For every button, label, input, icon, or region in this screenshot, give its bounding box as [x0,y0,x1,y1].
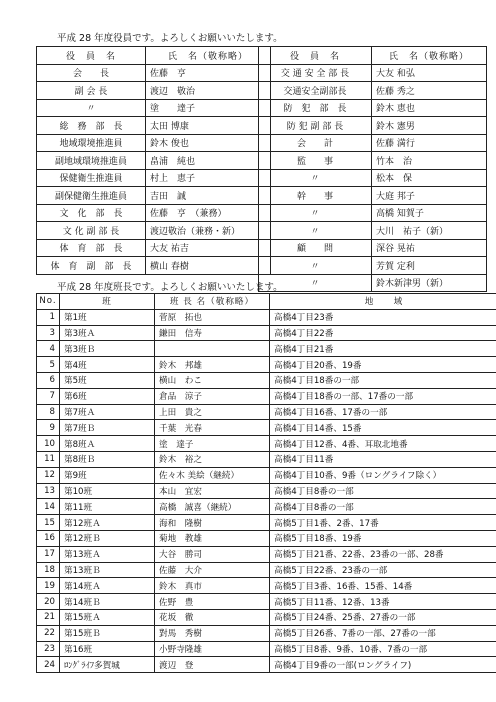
officer-role: 文 化 部 長 [37,204,146,222]
team-name: 第8班Ｂ [60,451,155,467]
officer-name: 深谷 晃祐 [372,239,487,257]
officer-row [259,82,487,100]
area-name: 高橋4丁目18番の一部 [270,372,496,388]
team-name: 第5班 [60,372,155,388]
officer-row [259,187,487,205]
leader-name: 小野寺隆雄 [155,641,270,657]
team-name: 第7班Ｂ [60,420,155,436]
officer-name: 渡辺敬治（兼務・新） [146,222,271,240]
area-name: 高橋4丁目8番の一部 [270,483,496,499]
table-row [37,594,496,610]
row-number: 24 [37,657,60,673]
table-row [37,451,496,467]
table-row [37,483,496,499]
officer-role: 総 務 部 長 [37,117,146,135]
officer-name: 松本 保 [372,169,487,187]
area-name: 高橋5丁目26番、7番の一部、27番の一部 [270,625,496,641]
officer-row [259,222,487,240]
officer-name: 大友 和弘 [372,64,487,82]
row-number: 11 [37,451,60,467]
area-name: 高橋5丁目11番、12番、13番 [270,594,496,610]
row-number: 6 [37,372,60,388]
team-header: 班 [60,294,155,310]
officer-role: 文 化 副 部 長 [37,222,146,240]
officer-row [37,187,271,205]
leader-name: 菊地 教雄 [155,530,270,546]
officer-row [259,134,487,152]
area-name: 高橋4丁目8番の一部 [270,499,496,515]
team-name: 第3班Ａ [60,325,155,341]
leader-name: 鈴木 邦雄 [155,357,270,373]
table-row [37,657,496,673]
officer-name: 塗 達子 [146,99,271,117]
officer-row [259,64,487,82]
area-name: 高橋5丁目21番、22番、23番の一部、28番 [270,546,496,562]
officer-name: 村上 恵子 [146,169,271,187]
team-name: 第13班Ａ [60,546,155,562]
leader-name: 塗 達子 [155,436,270,452]
officer-row [259,239,487,257]
area-name: 高橋5丁目18番、19番 [270,530,496,546]
officer-row [37,152,271,170]
leader-name [155,341,270,357]
officer-role: 監 事 [259,152,372,170]
area-name: 高橋4丁目21番 [270,341,496,357]
table-row [37,515,496,531]
officers-table-left [36,46,271,275]
leader-name: 鎌田 信寿 [155,325,270,341]
row-number: 21 [37,609,60,625]
officer-name: 鈴木 恵也 [372,99,487,117]
leader-name-header: 班 長 名（敬称略） [155,294,270,310]
leader-name: 鈴木 真市 [155,578,270,594]
officer-role: 〃 [37,99,146,117]
officer-role: 交通安全副部長 [259,82,372,100]
officer-name: 鈴木 憲男 [372,117,487,135]
team-name: 第11班 [60,499,155,515]
officer-row [37,204,271,222]
officers-heading: 平成 28 年度役員です。よろしくお願いいたします。 [57,33,283,44]
officer-row [259,169,487,187]
area-name: 高橋5丁目3番、16番、15番、14番 [270,578,496,594]
area-name: 高橋4丁目12番、4番、耳取北地番 [270,436,496,452]
row-number: 15 [37,515,60,531]
officers-table-right [258,46,487,292]
area-header: 地 域 [270,294,496,310]
table-row [37,578,496,594]
table-row [37,530,496,546]
area-name: 高橋4丁目18番の一部、17番の一部 [270,388,496,404]
row-number: 12 [37,467,60,483]
row-number: 8 [37,404,60,420]
area-name: 高橋4丁目14番、15番 [270,420,496,436]
leaders-heading: 平成 28 年度班長です。よろしくお願いいたします。 [57,282,283,293]
officer-row [37,82,271,100]
officer-name: 佐藤 秀之 [372,82,487,100]
leader-name: 對馬 秀樹 [155,625,270,641]
leader-name: 菅原 拓也 [155,309,270,325]
officer-row [37,239,271,257]
officer-row [37,99,271,117]
officer-name: 吉田 誠 [146,187,271,205]
team-name: 第7班Ａ [60,404,155,420]
leader-name: 花坂 徹 [155,609,270,625]
table-row [37,609,496,625]
name-header: 氏 名（敬称略） [372,47,487,65]
officer-row [37,222,271,240]
team-name: 第8班Ａ [60,436,155,452]
area-name: 高橋5丁目8番、9番、10番、7番の一部 [270,641,496,657]
row-number: 20 [37,594,60,610]
officer-name: 芳賀 定利 [372,257,487,275]
officer-name: 太田 博康 [146,117,271,135]
officer-row [259,99,487,117]
officer-role: 副保健衛生推進員 [37,187,146,205]
officer-name: 畠浦 純也 [146,152,271,170]
leader-name: 海和 隆樹 [155,515,270,531]
no-header: No. [37,294,60,310]
team-name: 第6班 [60,388,155,404]
officer-row [37,134,271,152]
officer-role: 防 犯 部 長 [259,99,372,117]
area-name: 高橋4丁目9番の一部(ロングライフ) [270,657,496,673]
row-number: 1 [37,309,60,325]
area-name: 高橋4丁目22番 [270,325,496,341]
officer-role: 〃 [259,169,372,187]
leader-name: 大谷 勝司 [155,546,270,562]
officer-row [259,117,487,135]
officer-name: 鈴木新津男（新） [372,274,487,292]
officer-name: 佐藤 満行 [372,134,487,152]
table-row [37,467,496,483]
row-number: 4 [37,341,60,357]
leader-name: 倉品 涼子 [155,388,270,404]
officer-name: 大友 祐吉 [146,239,271,257]
row-number: 22 [37,625,60,641]
leader-name: 佐藤 大介 [155,562,270,578]
leader-name: 佐々木 美絵（継続） [155,467,270,483]
table-row [37,341,496,357]
team-name: 第14班Ｂ [60,594,155,610]
row-number: 23 [37,641,60,657]
area-name: 高橋4丁目16番、17番の一部 [270,404,496,420]
name-header: 氏 名（敬称略） [146,47,271,65]
row-number: 13 [37,483,60,499]
officer-name: 大川 祐子（新） [372,222,487,240]
area-name: 高橋4丁目11番 [270,451,496,467]
officer-role: 会 計 [259,134,372,152]
table-row [37,641,496,657]
team-name: 第4班 [60,357,155,373]
team-name: 第14班Ａ [60,578,155,594]
officer-role: 〃 [259,257,372,275]
leader-name: 千葉 光春 [155,420,270,436]
officer-name: 竹本 治 [372,152,487,170]
officer-role: 副地域環境推進員 [37,152,146,170]
team-name: 第1班 [60,309,155,325]
area-name: 高橋5丁目22番、23番の一部 [270,562,496,578]
area-name: 高橋4丁目10番、9番（ロングライフ除く） [270,467,496,483]
table-row [37,357,496,373]
officer-role: 会 長 [37,64,146,82]
team-name: ﾛﾝｸﾞﾗｲﾌ多賀城 [60,657,155,673]
team-name: 第3班Ｂ [60,341,155,357]
table-row [37,372,496,388]
officer-role: 〃 [259,274,372,292]
leader-name: 渡辺 登 [155,657,270,673]
officer-name: 高橋 知賀子 [372,204,487,222]
role-header: 役 員 名 [259,47,372,65]
officer-role: 体 育 副 部 長 [37,257,146,275]
table-row [37,309,496,325]
officer-role: 顧 問 [259,239,372,257]
officer-role: 〃 [259,204,372,222]
officer-name: 佐藤 亨 （兼務） [146,204,271,222]
leader-name: 佐野 豊 [155,594,270,610]
officer-name: 渡辺 敬治 [146,82,271,100]
row-number: 10 [37,436,60,452]
row-number: 9 [37,420,60,436]
row-number: 14 [37,499,60,515]
leader-name: 鈴木 裕之 [155,451,270,467]
officer-row [37,117,271,135]
team-name: 第15班Ｂ [60,625,155,641]
table-row [37,420,496,436]
row-number: 18 [37,562,60,578]
row-number: 3 [37,325,60,341]
area-name: 高橋5丁目24番、25番、27番の一部 [270,609,496,625]
table-row [37,388,496,404]
table-row [37,546,496,562]
officer-name: 鈴木 俊也 [146,134,271,152]
leader-name: 本山 宜宏 [155,483,270,499]
officer-row [259,152,487,170]
officer-row [259,274,487,292]
officer-role: 地域環境推進員 [37,134,146,152]
officer-role: 〃 [259,222,372,240]
team-name: 第12班Ａ [60,515,155,531]
leader-name: 横山 わこ [155,372,270,388]
leader-name: 高橋 誠喜（継続） [155,499,270,515]
team-name: 第13班Ｂ [60,562,155,578]
area-name: 高橋4丁目23番 [270,309,496,325]
leaders-table [36,293,496,673]
team-name: 第12班Ｂ [60,530,155,546]
officer-row [37,169,271,187]
officer-role: 幹 事 [259,187,372,205]
row-number: 5 [37,357,60,373]
row-number: 17 [37,546,60,562]
officer-row [259,204,487,222]
row-number: 19 [37,578,60,594]
table-row [37,499,496,515]
officer-role: 交 通 安 全 部 長 [259,64,372,82]
team-name: 第9班 [60,467,155,483]
officer-role: 副 会 長 [37,82,146,100]
officer-row [37,64,271,82]
role-header: 役 員 名 [37,47,146,65]
officer-name: 大庭 邦子 [372,187,487,205]
team-name: 第10班 [60,483,155,499]
table-row [37,325,496,341]
officer-row [37,257,271,275]
area-name: 高橋4丁目20番、19番 [270,357,496,373]
officer-role: 保健衛生推進員 [37,169,146,187]
officer-name: 佐藤 亨 [146,64,271,82]
table-row [37,404,496,420]
table-row [37,562,496,578]
officer-row [259,257,487,275]
team-name: 第16班 [60,641,155,657]
officer-role: 体 育 部 長 [37,239,146,257]
team-name: 第15班Ａ [60,609,155,625]
officer-role: 防 犯 副 部 長 [259,117,372,135]
leader-name: 上田 貴之 [155,404,270,420]
table-row [37,625,496,641]
officer-name: 横山 春樹 [146,257,271,275]
row-number: 7 [37,388,60,404]
area-name: 高橋5丁目1番、2番、17番 [270,515,496,531]
table-row [37,436,496,452]
row-number: 16 [37,530,60,546]
